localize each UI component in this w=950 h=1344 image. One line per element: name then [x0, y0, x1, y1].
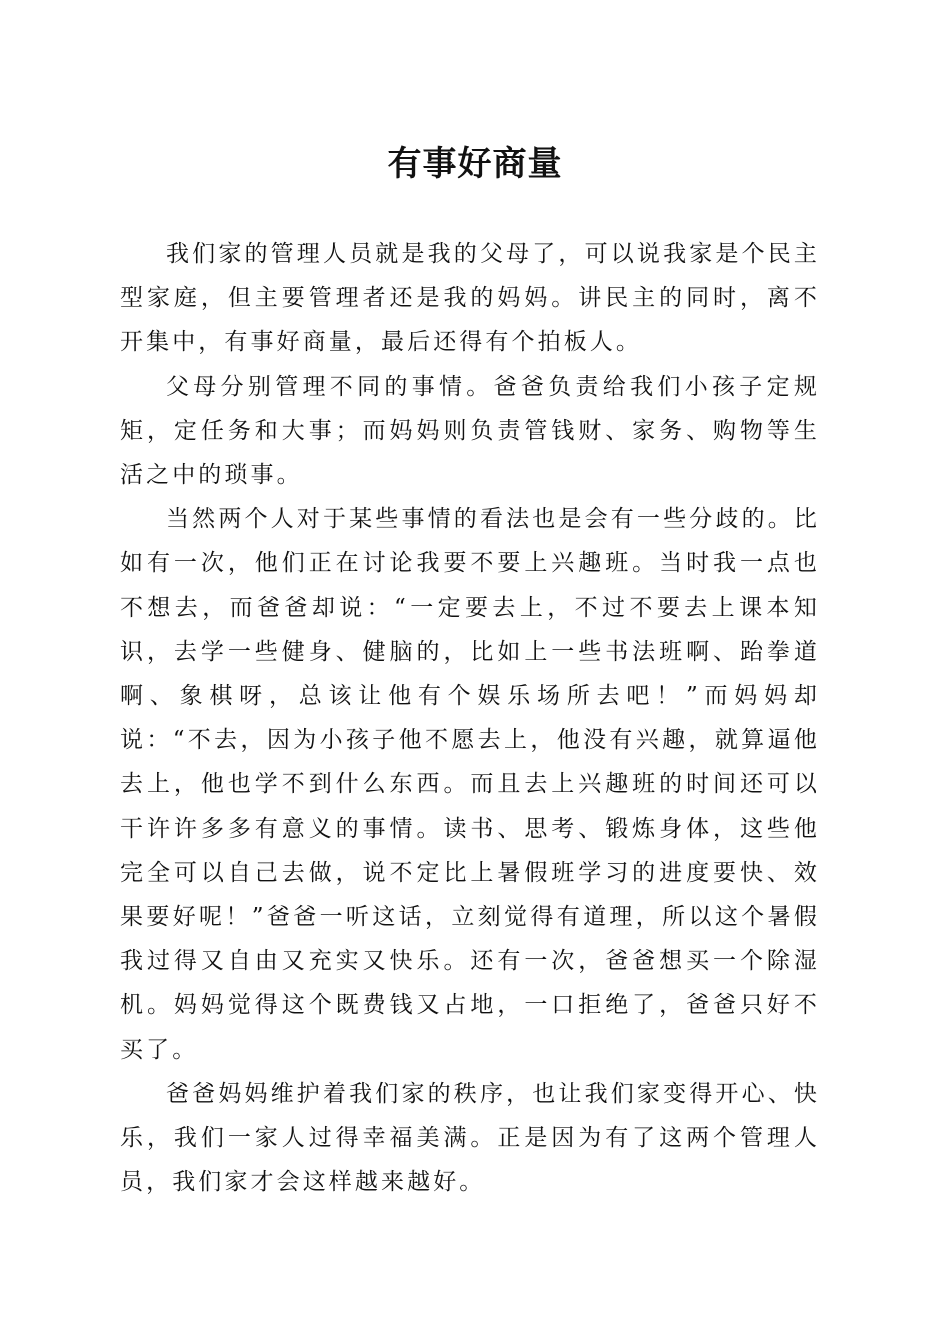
document-body — [120, 232, 820, 1204]
paragraph-3: 当然两个人对于某些事情的看法也是会有一些分歧的。比如有一次，他们正在讨论我要不要上兴趣班。当时我一点也不想去，而爸爸却说：“一定要去上，不过不要去上课本知识，去学一些健身、健脑的，比如上一些书法班啊、跆拳道啊、象棋呀，总该让他有个娱乐场所去吧！”而妈妈却说：“不去，因为小孩子他不愿去上，他没有兴趣，就算逼他去上，他也学不到什么东西。而且去上兴趣班的时间还可以干许许多多有意义的事情。读书、思考、锻炼身体，这些他完全可以自己去做，说不定比上暑假班学习的进度要快、效果要好呢！”爸爸一听这话，立刻觉得有道理，所以这个暑假我过得又自由又充实又快乐。还有一次，爸爸想买一个除湿机。妈妈觉得这个既费钱又占地，一口拒绝了，爸爸只好不买了。 — [120, 506, 820, 1063]
paragraph-1: 我们家的管理人员就是我的父母了，可以说我家是个民主型家庭，但主要管理者还是我的妈妈。讲民主的同时，离不开集中，有事好商量，最后还得有个拍板人。 — [120, 241, 820, 356]
paragraph-4: 爸爸妈妈维护着我们家的秩序，也让我们家变得开心、快乐，我们一家人过得幸福美满。正是因为有了这两个管理人员，我们家才会这样越来越好。 — [120, 1080, 820, 1196]
paragraph-2: 父母分别管理不同的事情。爸爸负责给我们小孩子定规矩，定任务和大事；而妈妈则负责管钱财、家务、购物等生活之中的琐事。 — [120, 373, 820, 489]
document-title: 有事好商量 — [387, 144, 563, 184]
